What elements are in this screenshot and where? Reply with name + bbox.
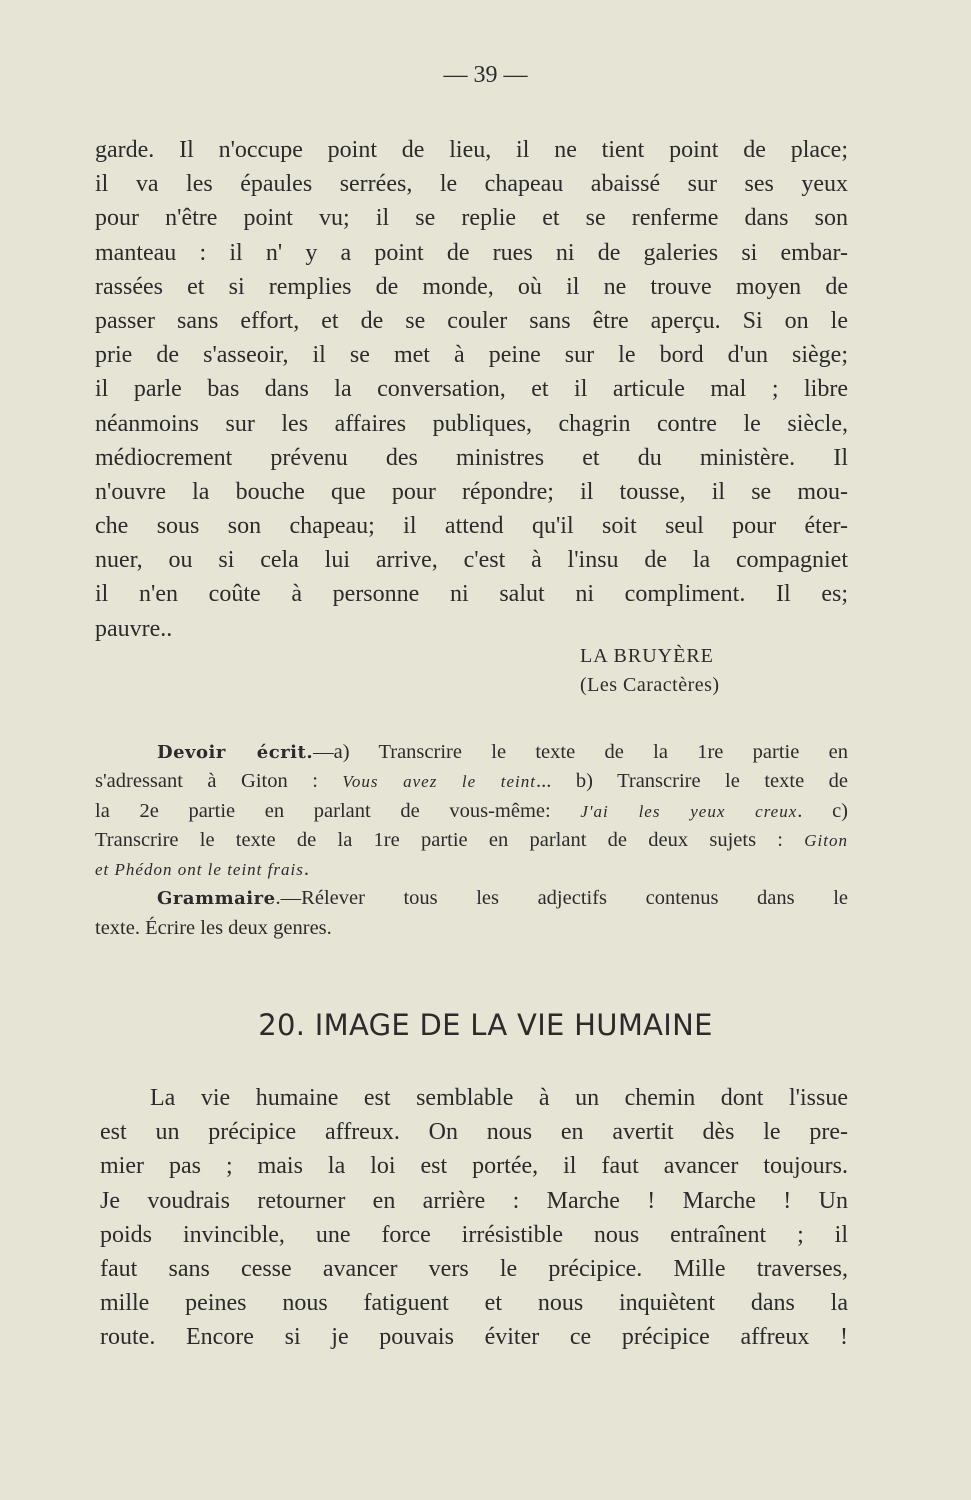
text-line: prie de s'asseoir, il se met à peine sur le bord d'un siège; xyxy=(95,342,848,369)
text-line: La vie humaine est semblable à un chemin dont l'issue xyxy=(150,1085,848,1111)
text: . xyxy=(303,858,309,881)
section-heading: 20. IMAGE DE LA VIE HUMAINE xyxy=(258,1008,713,1042)
text-line: faut sans cesse avancer vers le précipice. Mille traverses, xyxy=(100,1255,848,1282)
text-line: pour n'être point vu; il se replie et se renferme dans son xyxy=(95,205,848,232)
page-number: — 39 — xyxy=(443,62,528,88)
text-line: nuer, ou si cela lui arrive, c'est à l'insu de la compagniet xyxy=(95,547,848,574)
italic-text: Vous avez le teint xyxy=(342,772,537,792)
text: .—Rélever tous les adjectifs contenus dans le xyxy=(275,887,848,910)
exercises xyxy=(95,738,848,943)
italic-text: J'ai les yeux creux xyxy=(580,801,798,821)
grammaire-line xyxy=(95,884,848,913)
devoir-label: Devoir écrit. xyxy=(157,742,314,763)
text: Transcrire le texte de la 1re partie en parlant de deux sujets : xyxy=(95,828,805,851)
source: (Les Caractères) xyxy=(580,674,720,696)
text: s'adressant à Giton : xyxy=(95,770,343,793)
text-line: n'ouvre la bouche que pour répondre; il tousse, il se mou- xyxy=(95,478,848,505)
text-line: passer sans effort, et de se couler sans être aperçu. Si on le xyxy=(95,307,848,334)
text-line: route. Encore si je pouvais éviter ce précipice affreux ! xyxy=(100,1324,848,1351)
text-line: che sous son chapeau; il attend qu'il soit seul pour éter- xyxy=(95,513,848,540)
passage-vie-humaine xyxy=(100,1081,848,1355)
author: LA BRUYÈRE xyxy=(580,645,714,667)
text-line: rassées et si remplies de monde, où il ne trouve moyen de xyxy=(95,273,848,300)
grammaire-line: texte. Écrire les deux genres. xyxy=(95,916,332,939)
text-line: garde. Il n'occupe point de lieu, il ne tient point de place; xyxy=(95,137,848,163)
text-line: mille peines nous fatiguent et nous inquiètent dans la xyxy=(100,1290,848,1317)
text: . c) xyxy=(797,799,848,822)
passage-la-bruyere xyxy=(95,133,848,646)
grammaire-label: Grammaire xyxy=(157,888,276,910)
devoir-line xyxy=(95,797,848,826)
text: —a) Transcrire le texte de la 1re partie en xyxy=(313,741,848,763)
text: ... b) Transcrire le texte de xyxy=(536,770,848,793)
text-line: il parle bas dans la conversation, et il articule mal ; libre xyxy=(95,376,848,403)
text-line: il va les épaules serrées, le chapeau abaissé sur ses yeux xyxy=(95,171,848,198)
devoir-line xyxy=(95,826,848,855)
text-line: mier pas ; mais la loi est portée, il faut avancer toujours. xyxy=(100,1153,848,1180)
text-line: pauvre.. xyxy=(95,615,173,642)
devoir-line xyxy=(95,855,848,884)
text-line: manteau : il n' y a point de rues ni de galeries si embar- xyxy=(95,239,848,266)
text: la 2e partie en parlant de vous-même: xyxy=(95,799,581,822)
italic-text: Giton xyxy=(804,830,848,850)
text-line: Je voudrais retourner en arrière : Marche ! Marche ! Un xyxy=(100,1187,848,1214)
devoir-line xyxy=(95,738,848,767)
text-line: médiocrement prévenu des ministres et du ministère. Il xyxy=(95,444,848,471)
text-line: il n'en coûte à personne ni salut ni compliment. Il es; xyxy=(95,581,848,608)
italic-text: et Phédon ont le teint frais xyxy=(95,860,304,880)
devoir-line xyxy=(95,767,848,796)
text-line: néanmoins sur les affaires publiques, chagrin contre le siècle, xyxy=(95,410,848,437)
text-line: est un précipice affreux. On nous en avertit dès le pre- xyxy=(100,1119,848,1146)
text-line: poids invincible, une force irrésistible nous entraînent ; il xyxy=(100,1221,848,1248)
